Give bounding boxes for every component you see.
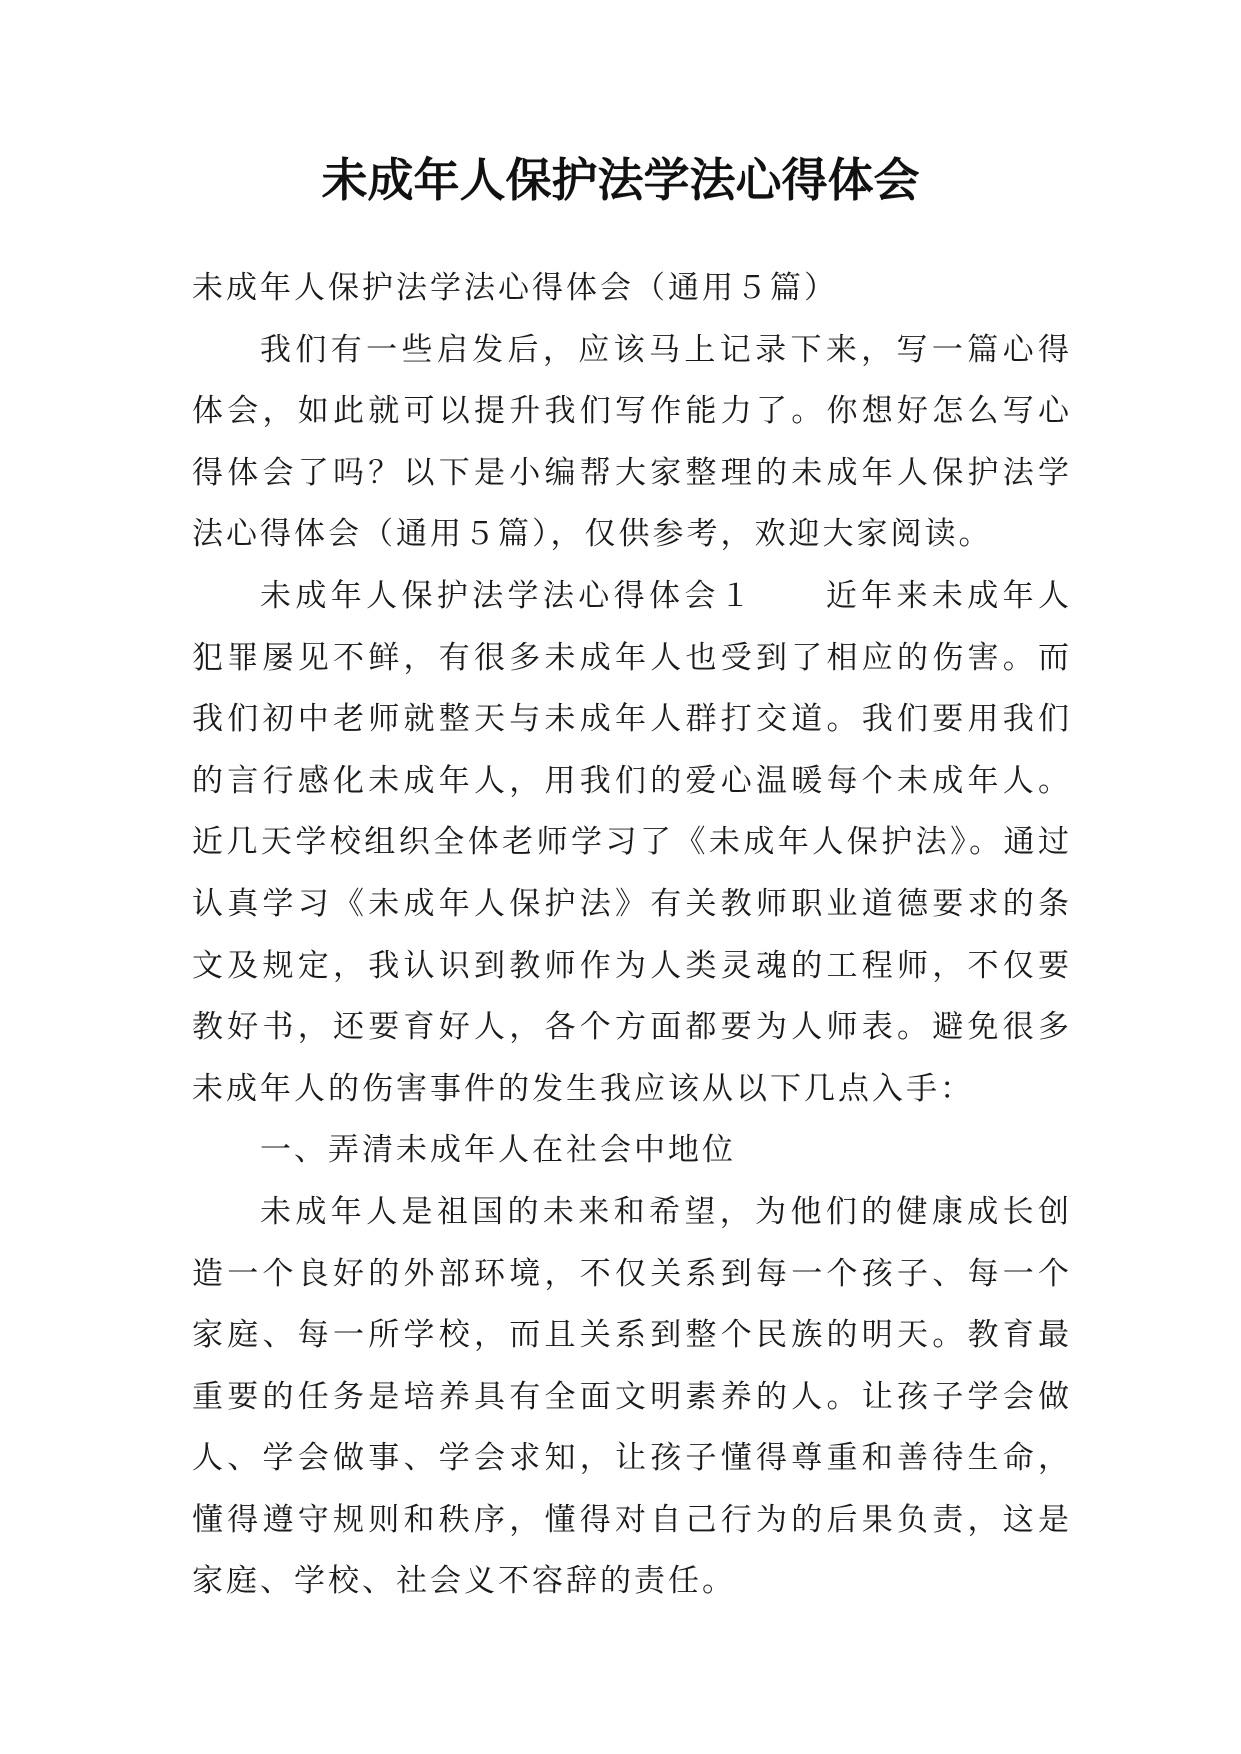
section-heading: 一、弄清未成年人在社会中地位 <box>260 1132 736 1169</box>
subtitle-paragraph: 未成年人保护法学法心得体会（通用５篇） <box>192 270 838 306</box>
document-body <box>192 258 1072 1613</box>
section-paragraph: 未成年人是祖国的未来和希望，为他们的健康成长创造一个良好的外部环境，不仅关系到每一个孩子、每一个家庭、每一所学校，而且关系到整个民族的明天。教育最重要的任务是培养具有全面文明素养的人。让孩子学会做人、学会做事、学会求知，让孩子懂得尊重和善待生命，懂得遵守规则和秩序，懂得对自己行为的后果负责，这是家庭、学校、社会义不容辞的责任。 <box>192 1193 1072 1600</box>
intro-paragraph: 我们有一些启发后，应该马上记录下来，写一篇心得体会，如此就可以提升我们写作能力了。你想好怎么写心得体会了吗？以下是小编帮大家整理的未成年人保护法学法心得体会（通用５篇），仅供参考，欢迎大家阅读。 <box>192 331 1072 553</box>
essay-1-paragraph: 未成年人保护法学法心得体会１ 近年来未成年人犯罪屡见不鲜，有很多未成年人也受到了相应的伤害。而我们初中老师就整天与未成年人群打交道。我们要用我们的言行感化未成年人，用我们的爱心温暖每个未成年人。近几天学校组织全体老师学习了《未成年人保护法》。通过认真学习《未成年人保护法》有关教师职业道德要求的条文及规定，我认识到教师作为人类灵魂的工程师，不仅要教好书，还要育好人，各个方面都要为人师表。避免很多未成年人的伤害事件的发生我应该从以下几点入手： <box>192 577 1072 1107</box>
document-title: 未成年人保护法学法心得体会 <box>321 153 920 207</box>
